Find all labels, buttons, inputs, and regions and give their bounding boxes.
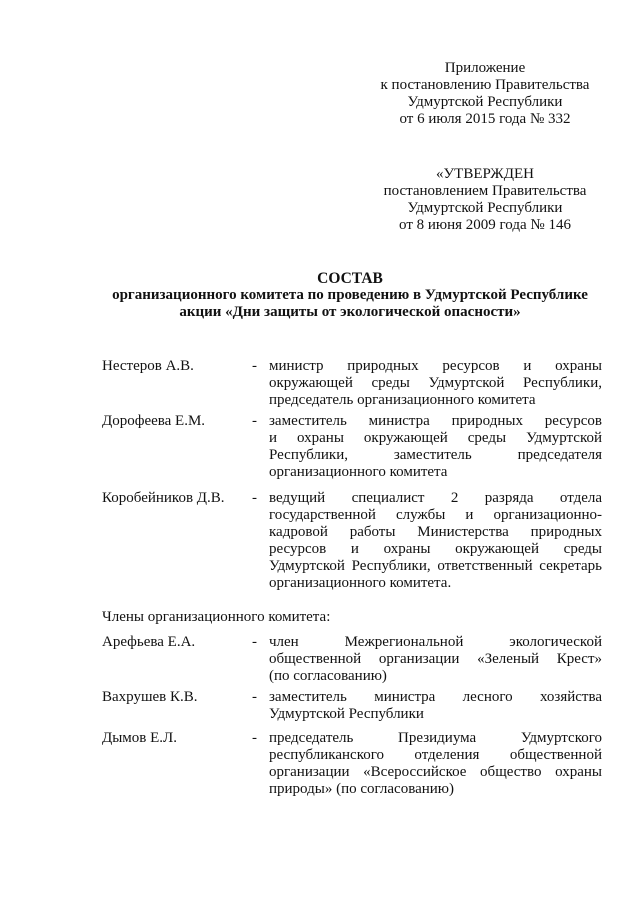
member-role — [269, 413, 602, 481]
role-line: ресурсов и охраны окружающей среды — [269, 541, 602, 557]
document-title — [60, 270, 640, 321]
approved-line: от 8 июня 2009 года № 146 — [399, 217, 571, 233]
member-name: Коробейников Д.В. — [102, 490, 225, 506]
member-name: Нестеров А.В. — [102, 358, 194, 374]
appendix-line: к постановлению Правительства — [380, 77, 590, 93]
member-name: Дымов Е.Л. — [102, 730, 177, 746]
role-line: министр природных ресурсов и охраны — [269, 358, 602, 374]
member-role — [269, 634, 602, 685]
role-line: общественной организации «Зеленый Крест» — [269, 651, 602, 667]
member-role — [269, 358, 602, 409]
member-role — [269, 490, 602, 592]
approved-line: Удмуртской Республики — [407, 200, 563, 216]
member-role — [269, 689, 602, 723]
title-line-1: организационного комитета по проведению в Удмуртской Республике — [112, 287, 588, 303]
role-line: Республики, заместитель председателя — [269, 447, 602, 463]
appendix-line: от 6 июля 2015 года № 332 — [399, 111, 571, 127]
dash: - — [252, 689, 257, 705]
dash: - — [252, 358, 257, 374]
role-line: председатель Президиума Удмуртского — [269, 730, 602, 746]
approved-line: «УТВЕРЖДЕН — [436, 166, 534, 182]
member-name: Дорофеева Е.М. — [102, 413, 206, 429]
role-line: государственной службы и организационно- — [269, 507, 602, 523]
role-line: природы» (по согласованию) — [269, 781, 455, 797]
role-line: и охраны окружающей среды Удмуртской — [269, 430, 602, 446]
dash: - — [252, 634, 257, 650]
role-line: заместитель министра лесного хозяйства — [269, 689, 602, 705]
member-name: Вахрушев К.В. — [102, 689, 198, 705]
dash: - — [252, 490, 257, 506]
role-line: (по согласованию) — [269, 668, 387, 684]
role-line: организационного комитета. — [269, 575, 452, 591]
role-line: Удмуртской Республики — [269, 706, 424, 722]
role-line: республиканского отделения общественной — [269, 747, 602, 763]
role-line: ведущий специалист 2 разряда отдела — [269, 490, 602, 506]
title-line-2: акции «Дни защиты от экологической опасности» — [179, 304, 521, 320]
appendix-header — [360, 60, 610, 128]
members-label: Члены организационного комитета: — [102, 609, 331, 625]
appendix-line: Приложение — [444, 60, 526, 76]
role-line: кадровой работы Министерства природных — [269, 524, 602, 540]
member-name: Арефьева Е.А. — [102, 634, 196, 650]
role-line: член Межрегиональной экологической — [269, 634, 602, 650]
title-heading: СОСТАВ — [317, 270, 383, 287]
role-line: организационного комитета — [269, 464, 448, 480]
approved-header — [360, 166, 610, 234]
role-line: заместитель министра природных ресурсов — [269, 413, 602, 429]
dash: - — [252, 730, 257, 746]
appendix-line: Удмуртской Республики — [407, 94, 563, 110]
role-line: Удмуртской Республики, ответственный секретарь — [269, 558, 602, 574]
role-line: организации «Всероссийское общество охраны — [269, 764, 602, 780]
member-role — [269, 730, 602, 798]
role-line: председатель организационного комитета — [269, 392, 536, 408]
dash: - — [252, 413, 257, 429]
role-line: окружающей среды Удмуртской Республики, — [269, 375, 602, 391]
approved-line: постановлением Правительства — [383, 183, 587, 199]
